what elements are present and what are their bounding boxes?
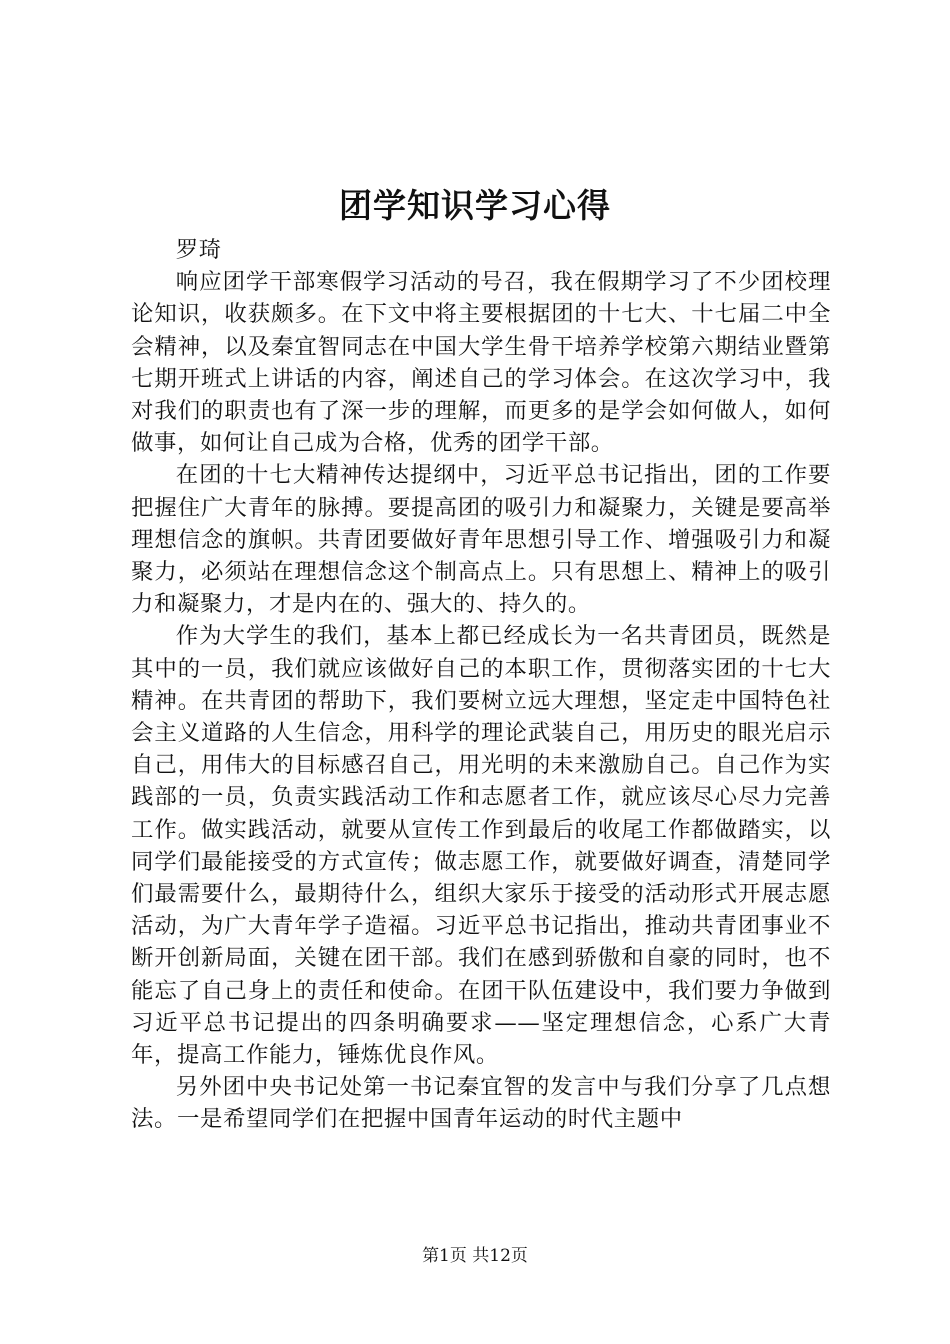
paragraph-1: 响应团学干部寒假学习活动的号召，我在假期学习了不少团校理论知识，收获颇多。在下文中将主要根据团的十七大、十七届二中全会精神，以及秦宜智同志在中国大学生骨干培养学校第六期结业暨第七期开班式上讲话的内容，阐述自己的学习体会。在这次学习中，我对我们的职责也有了深一步的理解，而更多的是学会如何做人，如何做事，如何让自己成为合格，优秀的团学干部。 (131, 269, 831, 457)
paragraph-4: 另外团中央书记处第一书记秦宜智的发言中与我们分享了几点想法。一是希望同学们在把握中国青年运动的时代主题中 (131, 1074, 831, 1133)
paragraph-2: 在团的十七大精神传达提纲中，习近平总书记指出，团的工作要把握住广大青年的脉搏。要提高团的吸引力和凝聚力，关键是要高举理想信念的旗帜。共青团要做好青年思想引导工作、增强吸引力和凝聚力，必须站在理想信念这个制高点上。只有思想上、精神上的吸引力和凝聚力，才是内在的、强大的、持久的。 (131, 462, 831, 618)
author-name: 罗琦 (175, 237, 222, 263)
page-footer: 第1页 共12页 (422, 1246, 528, 1266)
document-title: 团学知识学习心得 (339, 186, 611, 225)
paragraph-3: 作为大学生的我们，基本上都已经成长为一名共青团员，既然是其中的一员，我们就应该做好自己的本职工作，贯彻落实团的十七大精神。在共青团的帮助下，我们要树立远大理想，坚定走中国特色社会主义道路的人生信念，用科学的理论武装自己，用历史的眼光启示自己，用伟大的目标感召自己，用光明的未来激励自己。自己作为实践部的一员，负责实践活动工作和志愿者工作，就应该尽心尽力完善工作。做实践活动，就要从宣传工作到最后的收尾工作都做踏实，以同学们最能接受的方式宣传；做志愿工作，就要做好调查，清楚同学们最需要什么，最期待什么，组织大家乐于接受的活动形式开展志愿活动，为广大青年学子造福。习近平总书记指出，推动共青团事业不断开创新局面，关键在团干部。我们在感到骄傲和自豪的同时，也不能忘了自己身上的责任和使命。在团干队伍建设中，我们要力争做到习近平总书记提出的四条明确要求——坚定理想信念，心系广大青年，提高工作能力，锤炼优良作风。 (131, 623, 831, 1069)
document-body (131, 234, 831, 1136)
